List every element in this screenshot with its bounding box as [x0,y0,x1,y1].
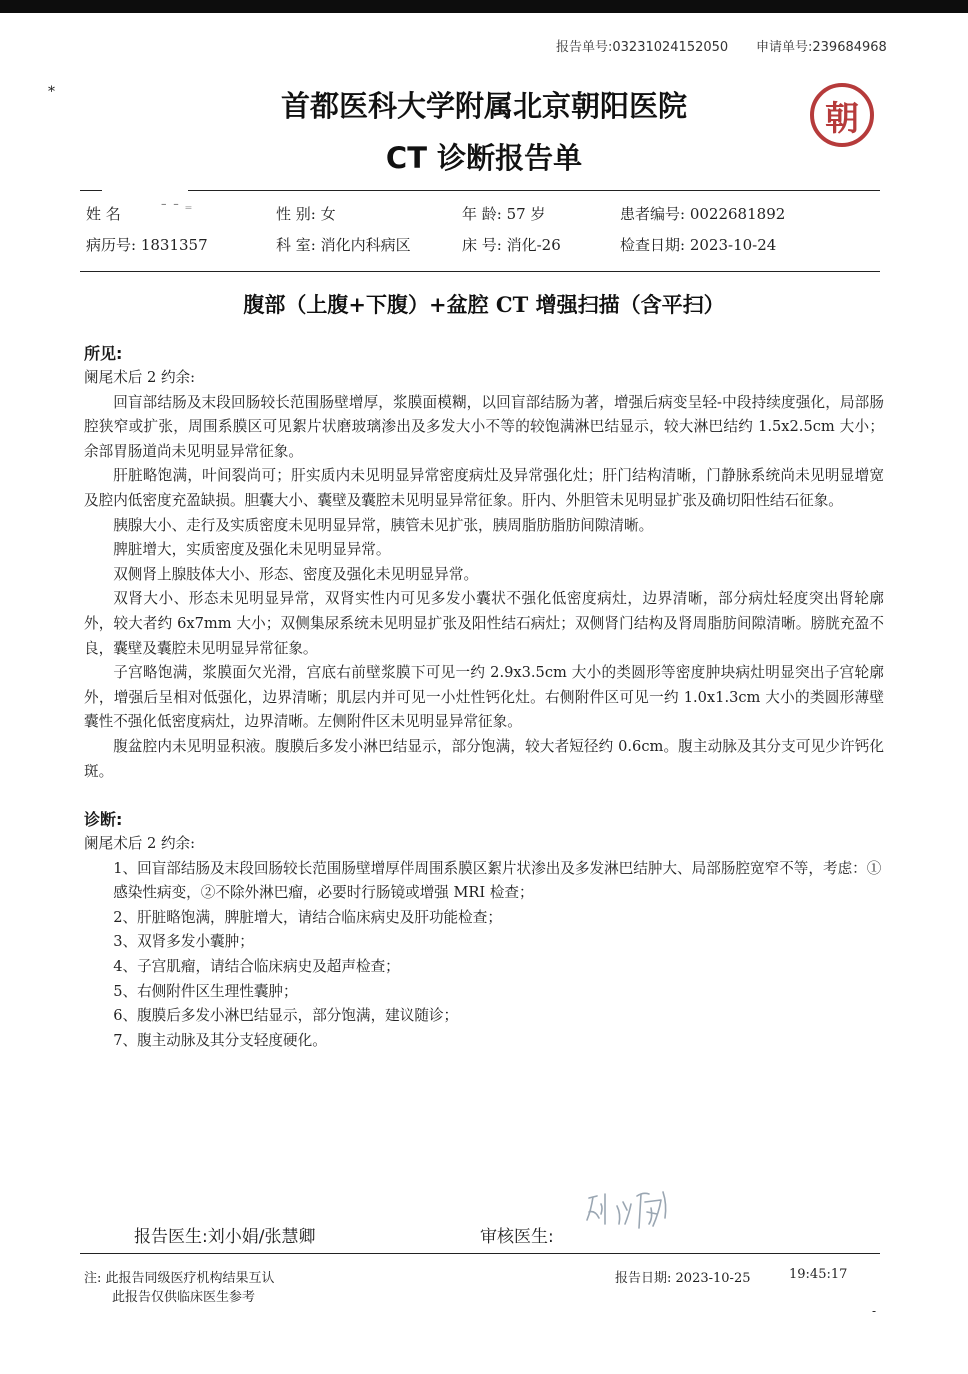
patient-number-label: 患者编号: [620,205,686,223]
divider-top [188,190,880,191]
diagnosis-section [84,808,884,1053]
report-date-value: 2023-10-25 [675,1271,751,1286]
diagnosis-item: 1、回盲部结肠及末段回肠较长范围肠壁增厚伴周围系膜区絮片状渗出及多发淋巴结肿大、局部肠腔宽窄不等，考虑：①感染性病变，②不除外淋巴瘤，必要时行肠镜或增强 MRI 检查； [113,859,882,902]
findings-paragraph: 脾脏增大，实质密度及强化未见明显异常。 [113,541,391,559]
diagnosis-item: 4、子宫肌瘤，请结合临床病史及超声检查； [113,957,400,975]
bed-value: 消化-26 [506,236,561,254]
department-value: 消化内科病区 [320,236,411,254]
top-dark-bar [0,0,968,13]
request-number [756,36,887,55]
age-field [462,203,545,224]
bed-field [462,234,561,255]
report-number-value: 03231024152050 [612,40,729,55]
footer-note-2: 此报告仅供临床医生参考 [112,1290,256,1305]
divider-info [80,271,880,272]
findings-paragraph: 肝脏略饱满，叶间裂尚可；肝实质内未见明显异常密度病灶及异常强化灶；肝门结构清晰，门静脉系统尚未见明显增宽及腔内低密度充盈缺损。胆囊大小、囊壁及囊腔未见明显异常征象。肝内、外胆管未见明显扩张及确切阳性结石征象。 [84,467,884,509]
gender-label: 性 别: [276,205,316,223]
department-label: 科 室: [276,236,316,254]
report-number-label: 报告单号: [556,40,613,55]
diagnosis-item: 6、腹膜后多发小淋巴结显示，部分饱满，建议随诊； [113,1007,459,1025]
patient-number-field [620,203,785,224]
diagnosis-item: 7、腹主动脉及其分支轻度硬化。 [113,1031,327,1049]
findings-paragraph: 双侧肾上腺肢体大小、形态、密度及强化未见明显异常。 [113,565,479,583]
record-number-field [86,234,208,255]
report-date [615,1267,750,1286]
handwritten-signature [583,1184,675,1240]
findings-paragraph: 回盲部结肠及末段回肠较长范围肠壁增厚，浆膜面模糊，以回盲部结肠为著，增强后病变呈轻-中段持续度强化，局部肠腔狭窄或扩张，周围系膜区可见絮片状磨玻璃渗出及多发大小不等的较饱满淋巴结显示，较大淋巴结约 1.5x2.5cm 大小；余部胃肠道尚未见明显异常征象。 [84,393,884,460]
report-number [556,36,728,55]
divider-left-stub [80,190,102,191]
findings-section [84,342,884,784]
exam-date-value: 2023-10-24 [689,236,777,254]
corner-star: * [48,84,55,100]
diagnosis-heading: 诊断: [84,810,123,829]
hospital-name: 首都医科大学附属北京朝阳医院 [280,89,687,123]
department-field [276,234,411,255]
footer-note-1: 注: 此报告同级医疗机构结果互认 [84,1271,275,1286]
bed-label: 床 号: [462,236,502,254]
patient-number-value: 0022681892 [689,205,786,223]
name-value: ˉ ˉ ⁼ [160,201,193,219]
age-value: 57 岁 [506,205,546,223]
report-time: 19:45:17 [789,1267,848,1282]
exam-date-label: 检查日期: [620,236,686,254]
diagnosis-item: 3、双肾多发小囊肿； [113,933,254,951]
findings-paragraph: 双肾大小、形态未见明显异常，双肾实性内可见多发小囊状不强化低密度病灶，边界清晰，部分病灶轻度突出肾轮廓外，较大者约 6x7mm 大小；双侧集尿系统未见明显扩张及阳性结石病灶；双侧肾门结构及肾周脂肪间隙清晰。膀胱充盈不良，囊壁及囊腔未见明显异常征象。 [84,590,884,657]
report-title: CT 诊断报告单 [385,141,583,175]
diagnosis-item: 2、肝脏略饱满，脾脏增大，请结合临床病史及肝功能检查； [113,908,502,926]
findings-heading: 所见: [84,344,123,363]
report-doctor [134,1222,315,1247]
exam-date-field [620,234,776,255]
corner-mark: - [872,1304,877,1318]
findings-paragraph: 胰腺大小、走行及实质密度未见明显异常，胰管未见扩张，胰周脂肪脂肪间隙清晰。 [113,516,654,534]
findings-intro: 阑尾术后 2 约余: [84,369,196,386]
age-label: 年 龄: [462,205,502,223]
report-date-label: 报告日期: [615,1271,672,1286]
hospital-seal-logo: 朝 [810,83,874,147]
diagnosis-item: 5、右侧附件区生理性囊肿； [113,982,298,1000]
gender-field [276,203,336,224]
divider-footer [80,1253,880,1254]
review-doctor-label: 审核医生: [480,1227,554,1247]
record-number-value: 1831357 [140,236,208,254]
gender-value: 女 [320,205,336,223]
request-number-label: 申请单号: [756,40,813,55]
findings-paragraph: 子宫略饱满，浆膜面欠光滑，宫底右前壁浆膜下可见一约 2.9x3.5cm 大小的类圆形等密度肿块病灶明显突出子宫轮廓外，增强后呈相对低强化，边界清晰；肌层内并可见一小灶性钙化灶。右侧附件区可见一约 1.0x1.3cm 大小的类圆形薄壁囊性不强化低密度病灶，边界清晰。左侧附件区未见明显异常征象。 [84,664,884,731]
report-doctor-value: 刘小娟/张慧卿 [207,1227,316,1247]
record-number-label: 病历号: [86,236,137,254]
findings-paragraph: 腹盆腔内未见明显积液。腹膜后多发小淋巴结显示，部分饱满，较大者短径约 0.6cm。腹主动脉及其分支可见少许钙化斑。 [84,737,884,780]
report-doctor-label: 报告医生: [134,1227,208,1247]
diagnosis-intro: 阑尾术后 2 约余: [84,835,196,852]
exam-title: 腹部（上腹+下腹）+盆腔 CT 增强扫描（含平扫） [243,292,725,317]
request-number-value: 239684968 [812,40,887,55]
name-label: 姓 名 [86,205,121,223]
